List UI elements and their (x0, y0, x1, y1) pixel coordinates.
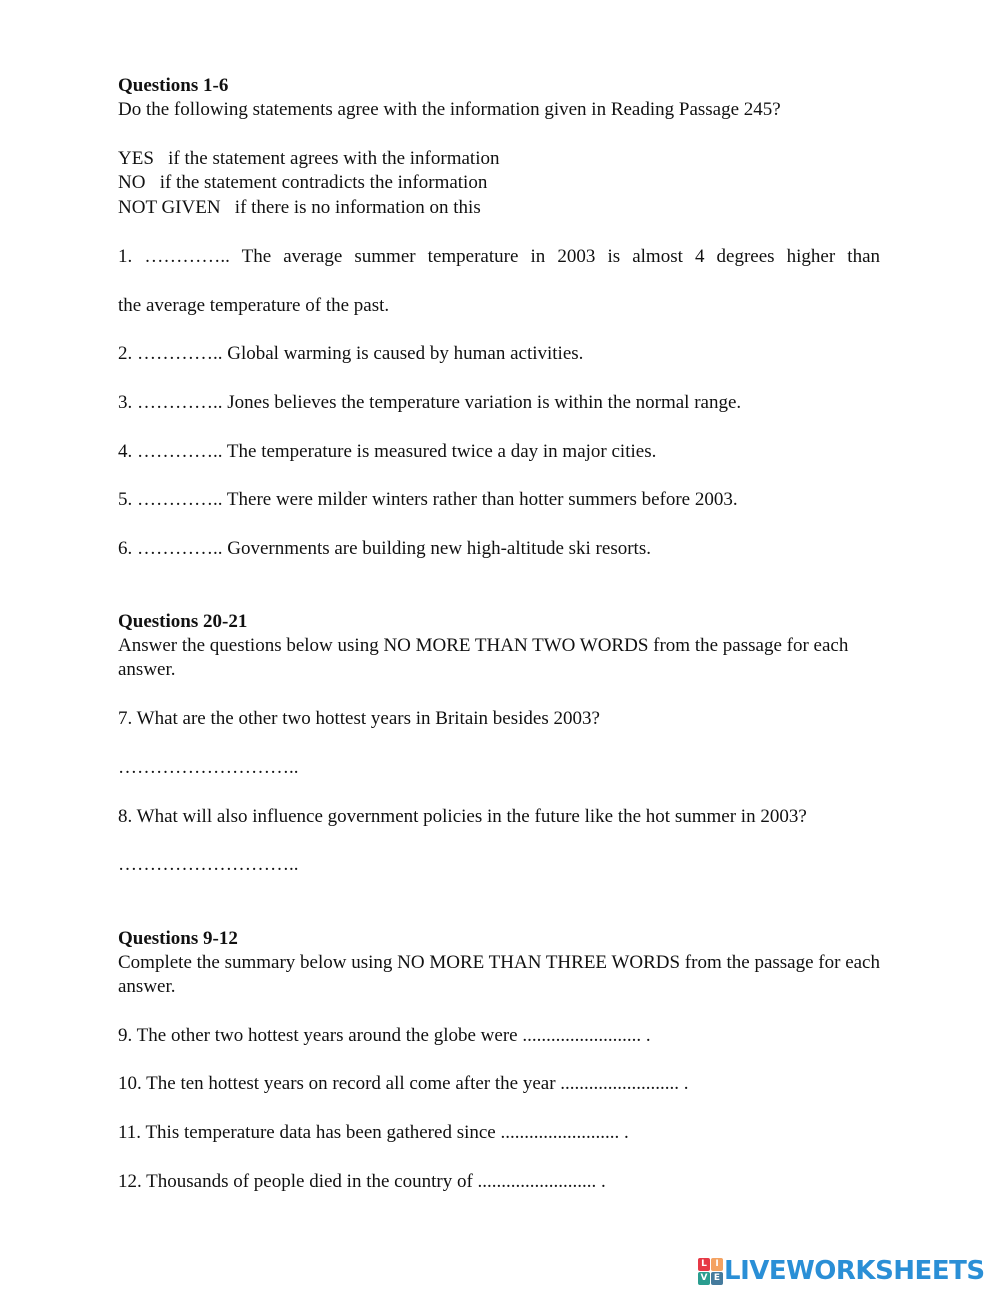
question-11: 11. This temperature data has been gathered since ......................... . (118, 1122, 629, 1143)
section3-instruction: Complete the summary below using NO MORE THAN THREE WORDS from the passage for each answer. (118, 952, 880, 997)
logo-mark-icon (698, 1258, 722, 1284)
question-8-answer-blank: ……………………….. (118, 854, 299, 875)
logo-letter-l: L (698, 1258, 710, 1271)
question-3: 3. ………….. Jones believes the temperature variation is within the normal range. (118, 392, 742, 413)
liveworksheets-logo (698, 1256, 985, 1286)
question-7: 7. What are the other two hottest years in Britain besides 2003? (118, 708, 600, 729)
section1-instruction: Do the following statements agree with the information given in Reading Passage 245? (118, 99, 781, 120)
legend-not-given: NOT GIVEN if there is no information on this (118, 197, 481, 218)
question-2: 2. ………….. Global warming is caused by human activities. (118, 343, 584, 364)
question-9: 9. The other two hottest years around the globe were ......................... . (118, 1025, 651, 1046)
logo-letter-e: E (711, 1272, 723, 1285)
section2-heading: Questions 20-21 (118, 611, 248, 632)
question-1-line1: 1. ………….. The average summer temperature in 2003 is almost 4 degrees higher than (118, 246, 880, 267)
logo-text: LIVEWORKSHEETS (724, 1256, 985, 1286)
question-12: 12. Thousands of people died in the country of ......................... . (118, 1171, 606, 1192)
question-8: 8. What will also influence government policies in the future like the hot summer in 2003? (118, 806, 807, 827)
section2-instruction: Answer the questions below using NO MORE THAN TWO WORDS from the passage for each answer. (118, 635, 849, 680)
logo-letter-i: I (711, 1258, 723, 1271)
section3-heading: Questions 9-12 (118, 928, 238, 949)
question-6: 6. ………….. Governments are building new high-altitude ski resorts. (118, 538, 651, 559)
legend-yes: YES if the statement agrees with the information (118, 148, 500, 169)
question-4: 4. ………….. The temperature is measured twice a day in major cities. (118, 441, 657, 462)
question-5: 5. ………….. There were milder winters rather than hotter summers before 2003. (118, 489, 738, 510)
question-7-answer-blank: ……………………….. (118, 757, 299, 778)
question-1-line2: the average temperature of the past. (118, 295, 390, 316)
section1-heading: Questions 1-6 (118, 75, 229, 96)
legend-no: NO if the statement contradicts the information (118, 172, 488, 193)
logo-letter-v: V (698, 1272, 710, 1285)
question-10: 10. The ten hottest years on record all come after the year ......................... . (118, 1073, 689, 1094)
